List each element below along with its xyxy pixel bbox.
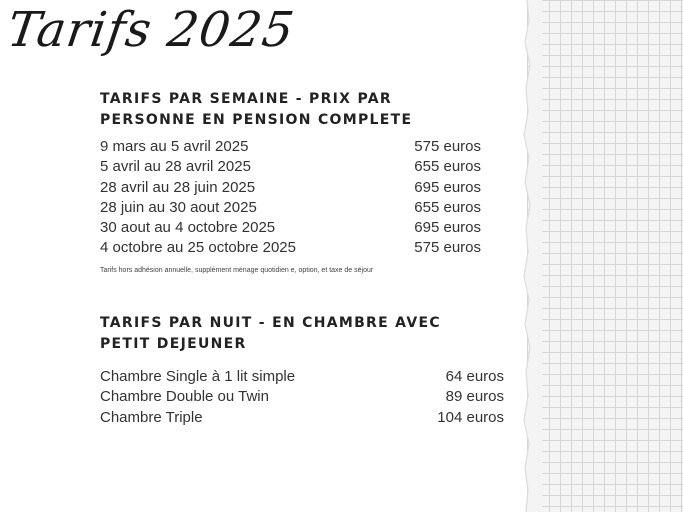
price-value: 695 euros [414,178,481,196]
price-value: 104 euros [437,408,504,426]
weekly-rates-list [100,137,481,259]
weekly-rates-heading [100,89,412,131]
weekly-heading-line-1: TARIFS PAR SEMAINE - PRIX PAR [100,91,392,107]
nightly-rates-list [100,367,504,428]
nightly-rates-heading [100,313,441,355]
page-title: Tarifs 2025 [4,2,298,58]
period-label: 30 aout au 4 octobre 2025 [100,219,276,237]
period-label: 9 mars au 5 avril 2025 [100,138,249,155]
weekly-rate-row [100,198,481,218]
nightly-rate-row [100,367,504,387]
weekly-rate-row [100,238,481,258]
nightly-heading-line-2: PETIT DEJEUNER [100,336,247,352]
weekly-heading-line-2: PERSONNE EN PENSION COMPLETE [100,112,413,128]
nightly-heading-line-1: TARIFS PAR NUIT - EN CHAMBRE AVEC [100,315,441,331]
rates-footnote: Tarifs hors adhésion annuelle, supplément ménage quotidien e, option, et taxe de séjour [100,267,374,274]
price-value: 655 euros [414,158,481,176]
room-label: Chambre Single à 1 lit simple [100,368,296,385]
price-value: 575 euros [414,138,481,155]
nightly-rate-row [100,387,504,407]
torn-paper-edge [512,0,542,512]
weekly-rate-row [100,157,481,177]
room-label: Chambre Double ou Twin [100,388,269,406]
price-value: 575 euros [414,239,481,257]
price-value: 695 euros [414,219,481,237]
price-value: 89 euros [445,388,504,406]
period-label: 28 juin au 30 aout 2025 [100,198,257,216]
grid-paper-background [527,0,683,512]
weekly-rate-row [100,178,481,198]
weekly-rate-row [100,218,481,238]
period-label: 4 octobre au 25 octobre 2025 [100,239,296,257]
price-value: 64 euros [445,368,504,385]
weekly-rate-row [100,137,481,157]
period-label: 28 avril au 28 juin 2025 [100,178,256,196]
room-label: Chambre Triple [100,408,203,426]
nightly-rate-row [100,408,504,428]
price-value: 655 euros [414,198,481,216]
period-label: 5 avril au 28 avril 2025 [100,158,251,176]
